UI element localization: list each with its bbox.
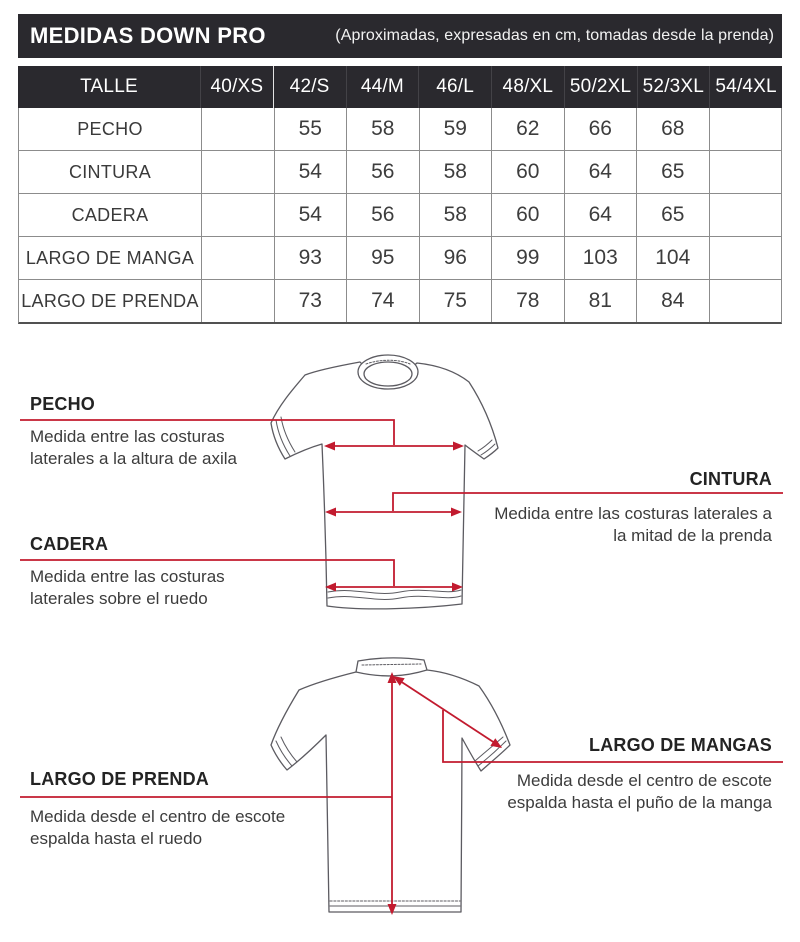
table-cell (709, 237, 782, 279)
column-header-40xs: 40/XS (200, 66, 273, 108)
table-cell: 60 (491, 194, 564, 236)
table-row-cadera (19, 194, 781, 237)
title-bar (18, 14, 782, 58)
table-cell: 96 (419, 237, 492, 279)
table-cell: 64 (564, 151, 637, 193)
table-cell: 54 (274, 151, 347, 193)
column-header-502xl: 50/2XL (564, 66, 637, 108)
table-cell: 103 (564, 237, 637, 279)
tshirt-front-outline (271, 362, 498, 609)
page-subtitle: (Aproximadas, expresadas en cm, tomadas desde la prenda) (335, 27, 774, 44)
row-label: CINTURA (68, 161, 152, 182)
table-cell: 59 (419, 108, 492, 150)
table-cell: 78 (491, 280, 564, 322)
table-cell: 64 (564, 194, 637, 236)
table-cell: 58 (419, 194, 492, 236)
pecho-description: Medida entre las costuras laterales a la altura de axila (30, 427, 237, 468)
cintura-label: CINTURA (689, 469, 772, 489)
table-cell: 95 (346, 237, 419, 279)
collar-inner (364, 362, 412, 386)
column-header-48xl: 48/XL (491, 66, 564, 108)
table-cell: 75 (419, 280, 492, 322)
pecho-label: PECHO (30, 394, 96, 414)
table-cell: 56 (346, 194, 419, 236)
table-cell (201, 280, 274, 322)
table-cell: 74 (346, 280, 419, 322)
table-cell: 54 (274, 194, 347, 236)
table-cell: 84 (636, 280, 709, 322)
row-label: LARGO DE PRENDA (21, 290, 199, 311)
table-cell (709, 280, 782, 322)
table-cell (201, 237, 274, 279)
table-row-largo-prenda (19, 280, 781, 322)
table-cell: 73 (274, 280, 347, 322)
table-cell (709, 108, 782, 150)
table-cell (201, 151, 274, 193)
table-cell: 65 (636, 151, 709, 193)
row-label: CADERA (71, 204, 149, 225)
table-cell: 99 (491, 237, 564, 279)
table-row-largo-manga (19, 237, 781, 280)
table-cell: 66 (564, 108, 637, 150)
cintura-description: Medida entre las costuras laterales a la mitad de la prenda (494, 504, 772, 545)
table-header-row (18, 66, 782, 108)
diagram-front-measurements (0, 340, 800, 640)
table-cell: 58 (346, 108, 419, 150)
row-label: LARGO DE MANGA (25, 247, 195, 268)
page-title: MEDIDAS DOWN PRO (30, 23, 266, 48)
table-cell: 62 (491, 108, 564, 150)
table-cell: 81 (564, 280, 637, 322)
table-cell (709, 194, 782, 236)
largo-mangas-description: Medida desde el centro de escote espalda hasta el puño de la manga (507, 771, 772, 812)
table-cell (201, 108, 274, 150)
diagram-back-measurements (0, 640, 800, 942)
largo-prenda-description: Medida desde el centro de escote espalda hasta el ruedo (30, 807, 286, 848)
table-cell: 68 (636, 108, 709, 150)
size-table (18, 66, 782, 324)
cadera-label: CADERA (30, 534, 109, 554)
table-cell (201, 194, 274, 236)
column-header-talle: TALLE (80, 76, 138, 97)
table-body (18, 108, 782, 324)
table-cell: 58 (419, 151, 492, 193)
row-label: PECHO (77, 118, 143, 139)
column-header-46l: 46/L (418, 66, 491, 108)
table-cell: 60 (491, 151, 564, 193)
table-cell: 104 (636, 237, 709, 279)
column-header-544xl: 54/4XL (709, 66, 782, 108)
table-cell: 56 (346, 151, 419, 193)
largo-prenda-label: LARGO DE PRENDA (30, 769, 210, 789)
table-cell (709, 151, 782, 193)
column-header-42s: 42/S (273, 66, 346, 108)
column-header-523xl: 52/3XL (637, 66, 710, 108)
table-cell: 65 (636, 194, 709, 236)
table-row-pecho (19, 108, 781, 151)
cadera-description: Medida entre las costuras laterales sobre el ruedo (30, 567, 225, 608)
table-row-cintura (19, 151, 781, 194)
table-cell: 55 (274, 108, 347, 150)
column-header-44m: 44/M (346, 66, 419, 108)
table-cell: 93 (274, 237, 347, 279)
largo-mangas-label: LARGO DE MANGAS (589, 735, 772, 755)
